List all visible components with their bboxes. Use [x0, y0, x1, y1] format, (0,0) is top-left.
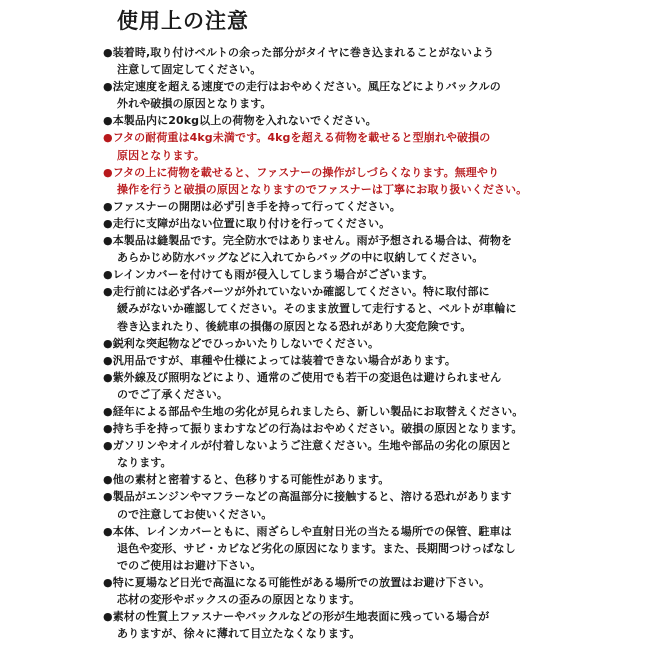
caution-line: ●素材の性質上ファスナーやバックルなどの形が生地表面に残っている場合が [103, 610, 490, 624]
caution-line: ●本製品内に20kg以上の荷物を入れないでください。 [103, 114, 377, 128]
caution-line: なります。 [117, 456, 172, 470]
caution-list [103, 44, 543, 642]
caution-line: ●ガソリンやオイルが付着しないようご注意ください。生地や部品の劣化の原因と [103, 439, 512, 453]
caution-line: ●経年による部品や生地の劣化が見られましたら、新しい製品にお取替えください。 [103, 404, 524, 418]
caution-line: でのご使用はお避け下さい。 [117, 558, 262, 572]
caution-item [103, 44, 543, 78]
caution-item [103, 198, 543, 215]
caution-line: ●本製品は縫製品です。完全防水ではありません。雨が予想される場合は、荷物を [103, 234, 513, 248]
caution-item [103, 232, 543, 266]
caution-item [103, 78, 543, 112]
caution-item [103, 574, 543, 608]
caution-item [103, 266, 543, 283]
caution-line: ありますが、徐々に薄れて目立たなくなります。 [117, 627, 361, 641]
caution-line: ●レインカバーを付けても雨が侵入してしまう場合がございます。 [103, 268, 434, 282]
caution-line: ●走行前には必ず各パーツが外れていないか確認してください。特に取付部に [103, 285, 490, 299]
caution-item [103, 369, 543, 403]
caution-line: ●ファスナーの開閉は必ず引き手を持って行ってください。 [103, 199, 401, 213]
caution-item [103, 112, 543, 129]
caution-line: ●他の素材と密着すると、色移りする可能性があります。 [103, 473, 390, 487]
caution-line: 注意して固定してください。 [117, 63, 262, 77]
caution-line: 芯材の変形やボックスの歪みの原因となります。 [117, 593, 361, 606]
caution-item [103, 488, 543, 522]
caution-line: ●法定速度を超える速度での走行はおやめください。風圧などによりバックルの [103, 80, 501, 94]
caution-line: ●製品がエンジンやマフラーなどの高温部分に接触すると、溶ける恐れがあります [103, 490, 512, 504]
caution-item [103, 215, 543, 232]
caution-item [103, 437, 543, 471]
caution-item-warning [103, 129, 543, 163]
caution-line: ●フタの耐荷重は4kg未満です。4kgを超える荷物を載せると型崩れや破損の [103, 131, 491, 145]
caution-line: ●特に夏場など日光で高温になる可能性がある場所での放置はお避け下さい。 [103, 575, 491, 589]
caution-line: あらかじめ防水バッグなどに入れてからバッグの中に収納してください。 [117, 251, 484, 265]
caution-item [103, 471, 543, 488]
caution-item [103, 403, 543, 420]
caution-line: ●持ち手を持って振りまわすなどの行為はおやめください。破損の原因となります。 [103, 422, 523, 436]
caution-line: 操作を行うと破損の原因となりますのでファスナーは丁寧にお取り扱いください。 [117, 182, 528, 196]
caution-line: 巻き込まれたり、後続車の損傷の原因となる恐れがあり大変危険です。 [117, 319, 472, 333]
caution-line: ●フタの上に荷物を載せると、ファスナーの操作がしづらくなります。無理やり [103, 165, 500, 179]
caution-line: 外れや破損の原因となります。 [117, 97, 272, 111]
caution-item [103, 283, 543, 334]
caution-line: 緩みがないか確認してください。そのまま放置して走行すると、ベルトが車輪に [117, 302, 517, 316]
caution-item-warning [103, 164, 543, 198]
caution-line: ●本体、レインカバーともに、雨ざらしや直射日光の当たる場所での保管、駐車は [103, 524, 512, 538]
caution-line: ●走行に支障が出ない位置に取り付けを行ってください。 [103, 216, 391, 230]
caution-line: ので注意してお使いください。 [117, 507, 273, 521]
caution-item [103, 335, 543, 352]
caution-line: ●装着時,取り付けベルトの余った部分がタイヤに巻き込まれることがないよう [103, 46, 495, 59]
page-title: 使用上の注意 [117, 9, 249, 33]
caution-line: 原因となります。 [117, 148, 205, 162]
caution-line: ●鋭利な突起物などでひっかいたりしないでください。 [103, 336, 380, 350]
caution-item [103, 523, 543, 574]
caution-line: ●紫外線及び照明などにより、通常のご使用でも若干の変退色は避けられません [103, 370, 502, 384]
caution-line: のでご了承ください。 [117, 387, 228, 401]
caution-item [103, 420, 543, 437]
caution-item [103, 352, 543, 369]
caution-line: ●汎用品ですが、車種や仕様によっては装着できない場合があります。 [103, 353, 456, 367]
caution-line: 退色や変形、サビ・カビなど劣化の原因になります。また、長期間つけっぱなし [117, 541, 516, 555]
caution-item [103, 608, 543, 642]
